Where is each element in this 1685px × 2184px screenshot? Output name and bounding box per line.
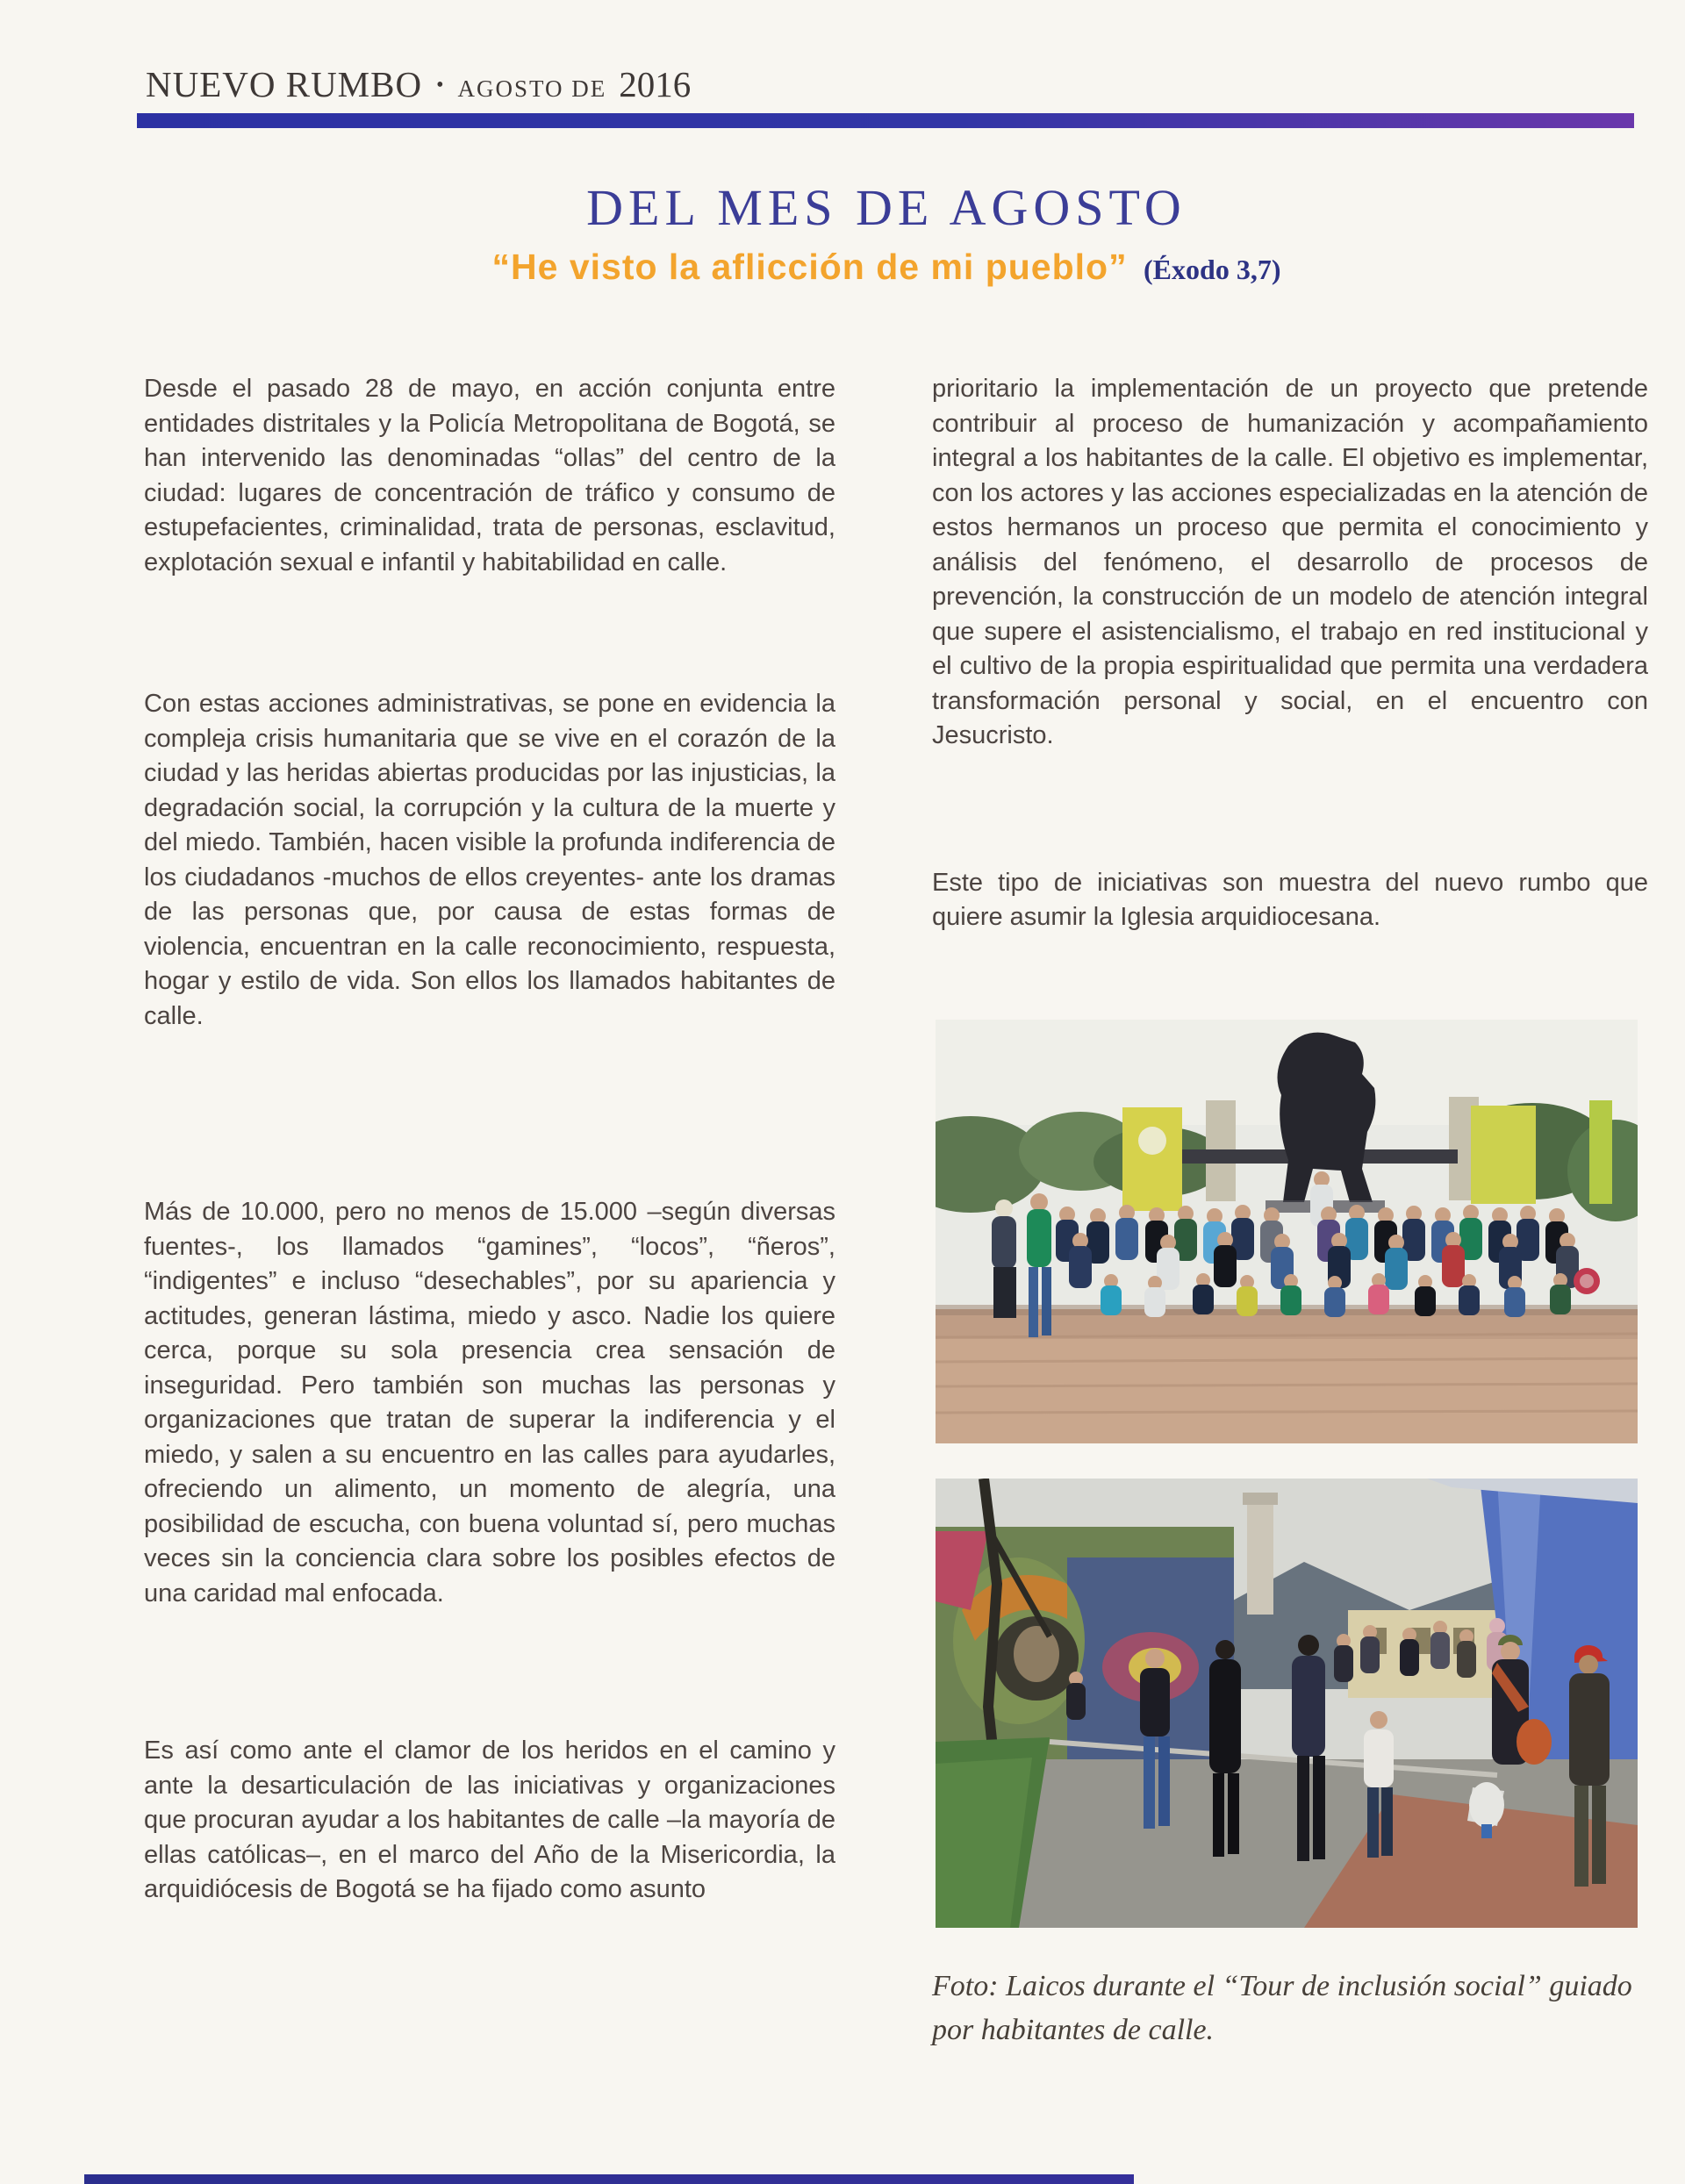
street-photo-figure [932, 1479, 1648, 2052]
paragraph: Este tipo de iniciativas son muestra del nuevo rumbo que quiere asumir la Iglesia arquidiocesana. [932, 868, 1648, 931]
subtitle-reference: (Éxodo 3,7) [1144, 254, 1281, 285]
paragraph: Más de 10.000, pero no menos de 15.000 –según diversas fuentes-, los llamados “gamines”, “locos”, “ñeros”, “indigentes” e incluso “desechables”, por su apariencia y actitudes, generan lástima, miedo y asco. Nadie los quiere cerca, porque su sola presencia crea sensación de inseguridad. Pero también son muchas las personas y organizaciones que tratan de superar la indiferencia y el miedo, y salen a su encuentro en las calles para ayudarles, ofreciendo un alimento, un momento de alegría, una posibilidad de escucha, con buena voluntad sí, pero muchas veces sin la conciencia clara sobre los posibles efectos de una caridad mal enfocada. [144, 1198, 835, 1608]
paragraph: Desde el pasado 28 de mayo, en acción conjunta entre entidades distritales y la Policía Metropolitana de Bogotá, se han intervenido las denominadas “ollas” del centro de la ciudad: lugares de concentración de tráfico y consumo de estupefacientes, criminalidad, trata de personas, esclavitud, explotación sexual e infantil y habitabilidad en calle. [144, 375, 835, 576]
mural [936, 1527, 1234, 1764]
group-photo-figure [932, 1020, 1648, 1443]
subtitle-quote: “He visto la aflicción de mi pueblo” [491, 247, 1128, 287]
subtitle-block [88, 247, 1685, 288]
article-right-column [932, 372, 1648, 2052]
paragraph: prioritario la implementación de un proyecto que pretende contribuir al proceso de humanización y acompañamiento integral a los habitantes de la calle. El objetivo es implementar, con los actores y las acciones especializadas en la atención de estos hermanos un proceso que permita el conocimiento y análisis del fenómeno, el desarrollo de procesos de prevención, la construcción de un modelo de atención integral que supere el asistencialismo, el trabajo en red institucional y el cultivo de la propia espiritualidad que permita una verdadera transformación personal y social, en el encuentro con Jesucristo. [932, 375, 1648, 749]
issue-month: AGOSTO DE [457, 75, 607, 102]
article-left-column [144, 372, 835, 1908]
street-photo [936, 1479, 1638, 1928]
ground [936, 1737, 1638, 1928]
bottom-gradient-bar [84, 2174, 1134, 2184]
issue-year: 2016 [619, 64, 692, 104]
photo-caption: Foto: Laicos durante el “Tour de inclusión social” guiado por habitantes de calle. [932, 1969, 1632, 2046]
group-photo [936, 1020, 1638, 1443]
article-title: DEL MES DE AGOSTO [586, 179, 1187, 236]
top-gradient-bar [137, 113, 1634, 128]
headline-block [88, 178, 1685, 237]
paragraph: Con estas acciones administrativas, se pone en evidencia la compleja crisis humanitaria que se vive en el corazón de la ciudad y las heridas abiertas producidas por las injusticias, la degradación social, la corrupción y la cultura de la muerte y del miedo. También, hacen visible la profunda indiferencia de los ciudadanos -muchos de ellos creyentes- ante los dramas de las personas que, por causa de estas formas de violencia, encuentran en la calle reconocimiento, respuesta, hogar y estilo de vida. Son ellos los llamados habitantes de calle. [144, 690, 835, 1030]
orange-bag [1516, 1719, 1552, 1765]
paragraph: Es así como ante el clamor de los heridos en el camino y ante la desarticulación de las iniciativas y organizaciones que procuran ayudar a los habitantes de calle –la mayoría de ellas católicas–, en el marco del Año de la Misericordia, la arquidiócesis de Bogotá se ha fijado como asunto [144, 1736, 835, 1903]
masthead [146, 63, 691, 105]
bullet-separator: • [436, 74, 444, 97]
publication-name: NUEVO RUMBO [146, 64, 423, 104]
plaza-floor [936, 1305, 1638, 1443]
